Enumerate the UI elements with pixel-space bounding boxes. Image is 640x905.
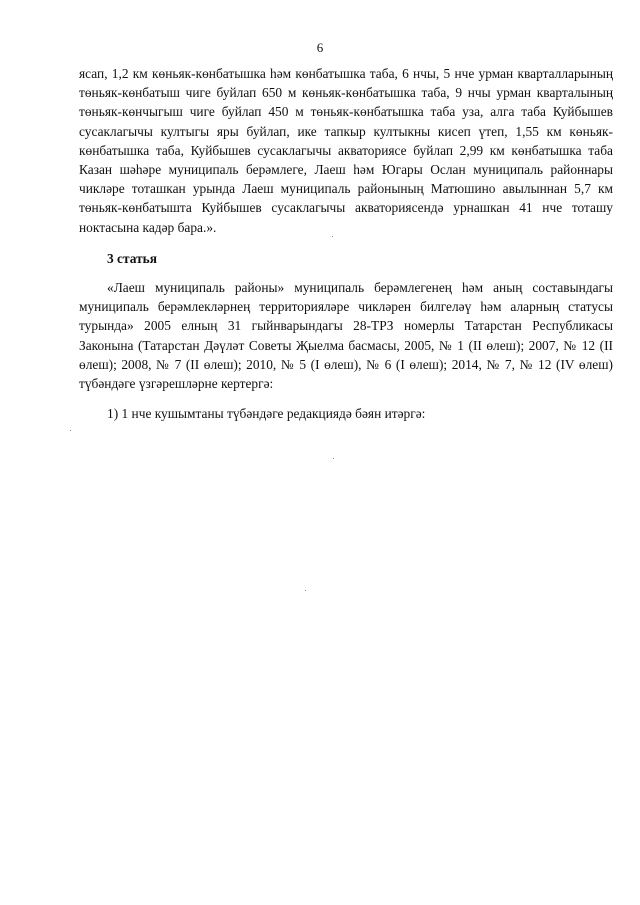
paragraph-item-1: 1) 1 нче кушымтаны түбәндәге редакциядә бәян итәргә: (107, 406, 426, 421)
scan-speck (332, 236, 333, 237)
page-number: 6 (316, 40, 324, 55)
scan-speck (70, 430, 71, 431)
scan-speck (333, 458, 334, 459)
paragraph-continuation: ясап, 1,2 км көньяк-көнбатышка һәм көнбатышка таба, 6 нчы, 5 нче урман кварталларының төньяк-көнбатыш чиге буйлап 650 м көньяк-көнбатышка таба, 9 нчы урман кварталының төньяк-көнчыгыш чиге буйлап 450 м төньяк-көнбатышка таба уза, алга таба Куйбышев сусаклагычы култыгы яры буйлап, ике тапкыр култыкны кисеп үтеп, 1,55 км көньяк-көнбатышка таба, Куйбышев сусаклагычы акваториясе буйлап 2,99 км көнбатышка таба Казан шәһәре муниципаль берәмлеге, Лаеш һәм Югары Ослан муниципаль районнары чикләре тоташкан урында Лаеш муниципаль районының Матюшино авылыннан 5,7 км төньяк-көнбатышта Куйбышев сусаклагычы акваториясендә урнашкан 41 нче тоташу ноктасына кадәр бара.». (79, 66, 613, 235)
paragraph-article-body: «Лаеш муниципаль районы» муниципаль берәмлегенең һәм аның составындагы муниципаль берәмлекләрнең территорияләре чикләрен билгеләү һәм аларның статусы турында» 2005 елның 31 гыйнварындагы 28-ТРЗ номерлы Татарстан Республикасы Законына (Татарстан Дәүләт Советы Җыелма басмасы, 2005, № 1 (II өлеш); 2007, № 12 (II өлеш); 2008, № 7 (II өлеш); 2010, № 5 (I өлеш), № 6 (I өлеш); 2014, № 7, № 12 (IV өлеш) түбәндәге үзгәрешләрне кертергә: (79, 280, 613, 392)
scan-speck (305, 590, 306, 591)
article-heading: 3 статья (107, 251, 157, 266)
